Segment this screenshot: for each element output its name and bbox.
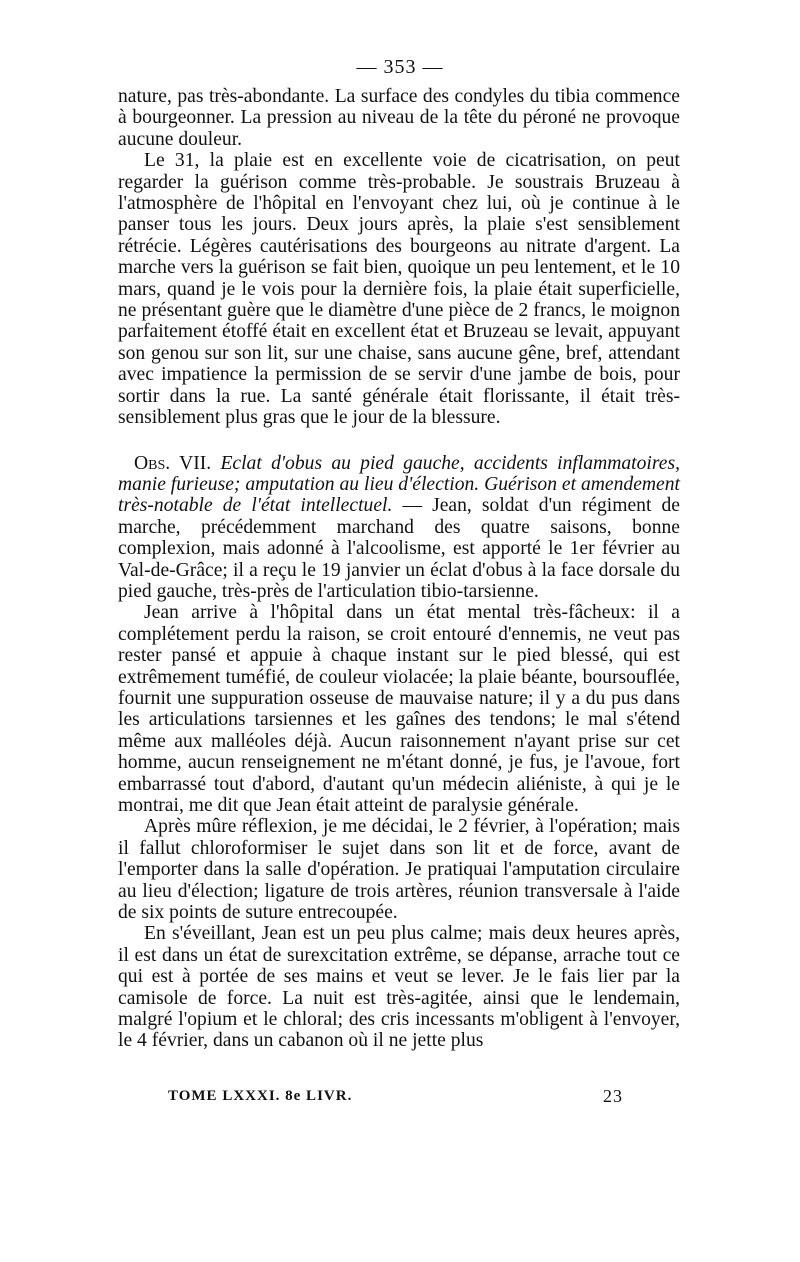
observation-title: Eclat d'obus au pied gauche, accidents inflammatoires, manie furieuse; amputation au lieu d'élection. Guérison et amendement très-notable de l'état intellectuel. xyxy=(118,452,680,517)
observation-intro: — Jean, soldat d'un régiment de marche, précédemment marchand des quatre saisons, bonne complexion, mais adonné à l'alcoolisme, est apporté le 1er février au Val-de-Grâce; il a reçu le 19 janvier un éclat d'obus à la face dorsale du pied gauche, très-près de l'articulation tibio-tarsienne. xyxy=(118,495,680,602)
observation-label: Obs. VII. xyxy=(134,452,212,474)
section-gap xyxy=(118,429,680,453)
sheet-number: 23 xyxy=(603,1086,623,1106)
page-body xyxy=(118,86,680,1052)
page-number: — 353 — xyxy=(356,56,444,78)
paragraph-operation: Après mûre réflexion, je me décidai, le 2 février, à l'opération; mais il fallut chloroformiser le sujet dans son lit et de force, avant de l'emporter dans la salle d'opération. Je pratiquai l'amputation circulaire au lieu d'élection; ligature de trois artères, réunion transversale à l'aide de six points de suture entrecoupée. xyxy=(118,816,680,924)
observation-heading xyxy=(118,453,680,603)
paragraph-mental-state: Jean arrive à l'hôpital dans un état mental très-fâcheux: il a complétement perdu la raison, se croit entouré d'ennemis, ne veut pas rester pansé et appuie à chaque instant sur le pied blessé, qui est extrêmement tuméfié, de couleur violacée; la plaie béante, boursouflée, fournit une suppuration osseuse de mauvaise nature; il y a du pus dans les articulations tarsiennes et les gaînes des tendons; le mal s'étend même aux malléoles déjà. Aucun raisonnement n'ayant prise sur cet homme, aucun renseignement ne m'étant donné, je fus, je l'avoue, fort embarrassé tout d'abord, d'autant qu'un médecin aliéniste, à qui je le montrai, me dit que Jean était atteint de paralysie générale. xyxy=(118,602,680,816)
paragraph-awakening: En s'éveillant, Jean est un peu plus calme; mais deux heures après, il est dans un état de surexcitation extrême, se dépanse, arrache tout ce qui est à portée de ses mains et veut se lever. Je le fais lier par la camisole de force. La nuit est très-agitée, ainsi que le lendemain, malgré l'opium et le chloral; des cris incessants m'obligent à l'envoyer, le 4 février, dans un cabanon où il ne jette plus xyxy=(118,923,680,1052)
paragraph-31: Le 31, la plaie est en excellente voie de cicatrisation, on peut regarder la guérison comme très-probable. Je soustrais Bruzeau à l'atmosphère de l'hôpital en l'envoyant chez lui, où je continue à le panser tous les jours. Deux jours après, la plaie s'est sensiblement rétrécie. Légères cautérisations des bourgeons au nitrate d'argent. La marche vers la guérison se fait bien, quoique un peu lentement, et le 10 mars, quand je le vois pour la dernière fois, la plaie était superficielle, ne présentant guère que le diamètre d'une pièce de 2 francs, le moignon parfaitement étoffé était en excellent état et Bruzeau se levait, appuyant son genou sur son lit, sur une chaise, sans aucune gêne, bref, attendant avec impatience la permission de se servir d'une jambe de bois, pour sortir dans la rue. La santé générale était florissante, il était très-sensiblement plus gras que le jour de la blessure. xyxy=(118,150,680,429)
signature-mark: TOME LXXXI. 8e LIVR. xyxy=(168,1088,353,1104)
paragraph-continuation: nature, pas très-abondante. La surface des condyles du tibia commence à bourgeonner. La pression au niveau de la tête du péroné ne provoque aucune douleur. xyxy=(118,86,680,150)
